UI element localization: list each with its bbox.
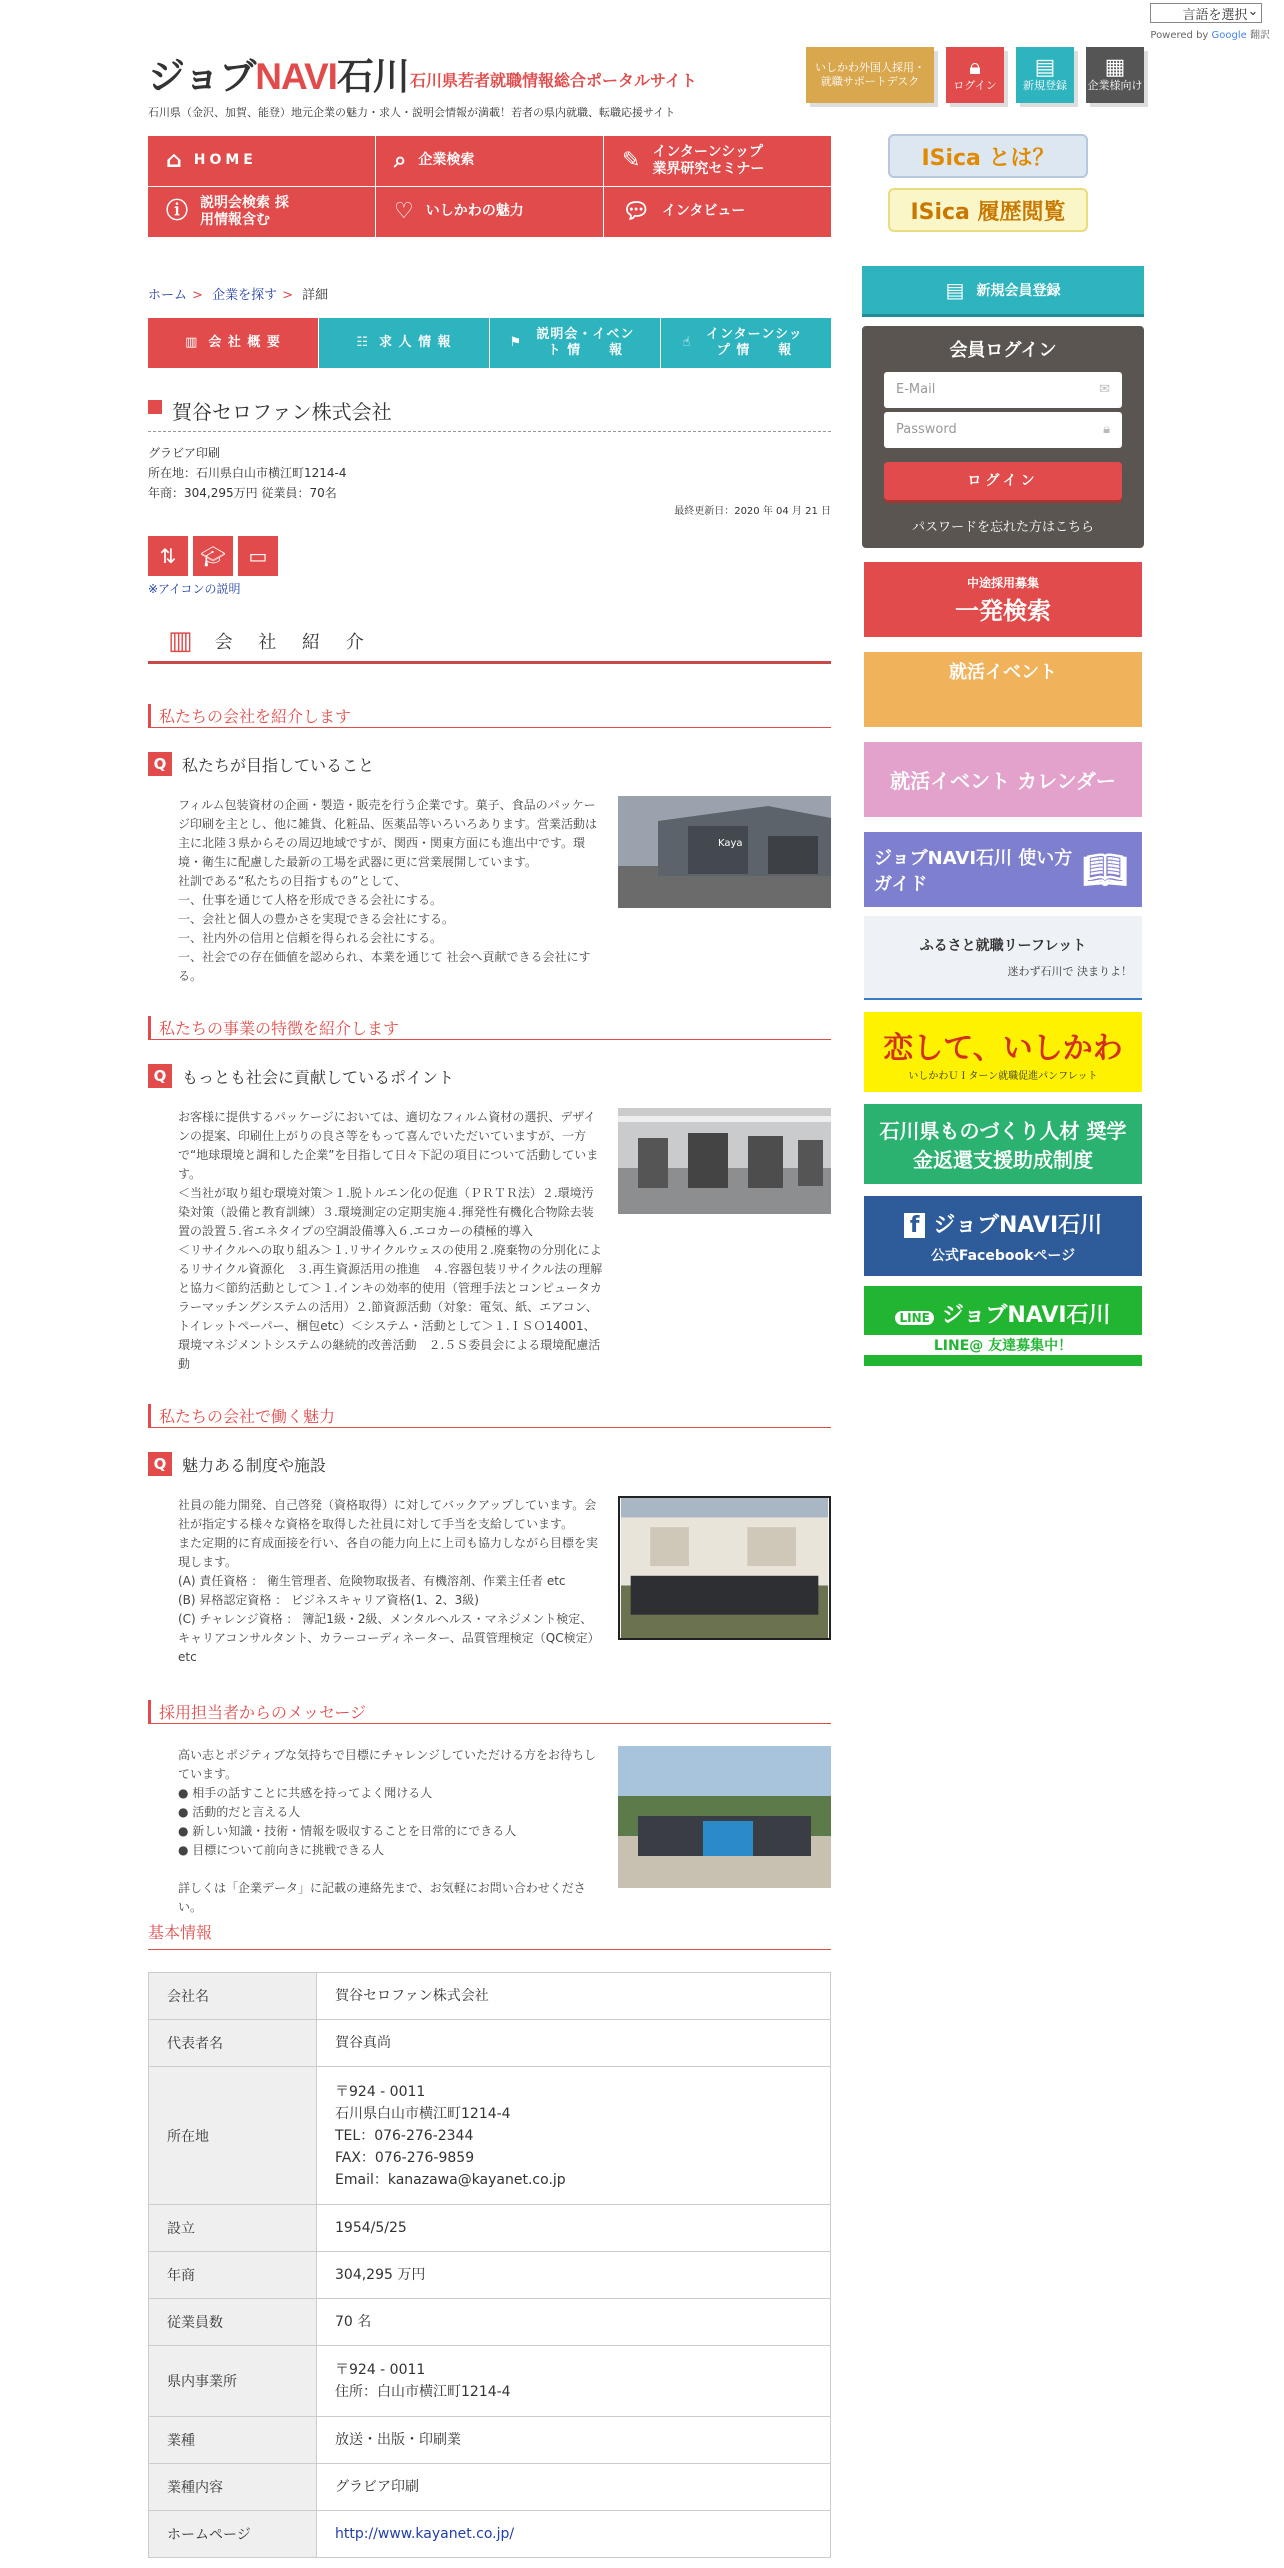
table-row: 年商 304,295 万円	[149, 2252, 831, 2299]
table-row: 所在地 〒924 - 0011 石川県白山市横江町1214-4 TEL：076-276-2344 FAX：076-276-9859 Email：kanazawa@kayanet.co.jp	[149, 2067, 831, 2205]
banner-facebook[interactable]: f ジョブNAVI石川 公式Facebookページ	[864, 1196, 1142, 1276]
login-title: 会員ログイン	[949, 340, 1057, 361]
banner-user-guide[interactable]: ジョブNAVI石川 使い方ガイド 📖︎	[864, 832, 1142, 907]
section-text: 社員の能力開発、自己啓発（資格取得）に対してバックアップしています。会社が指定する様々な資格を取得した社員に対して手当を支給しています。 また定期的に育成面接を行い、各自の能力向上に上司も協力しながら目標を実現します。 (A) 責任資格 ： 衛生管理者、危険物取扱者、有機溶剤、作業主任者 etc (B) 昇格認定資格 ： ビジネスキャリア資格(1、2、3級) (C) チャレンジ資格 ： 簿記1級・2級、メンタルヘルス・マネジメント検定、キャリアコンサルタント、カラーコーディネーター、品質管理検定（QC検定）etc	[178, 1498, 600, 1664]
login-panel	[862, 326, 1144, 548]
group-photo	[618, 1496, 831, 1640]
tab-jobs[interactable]: ☷ 求 人 情 報	[319, 318, 489, 368]
table-row: 従業員数 70 名	[149, 2299, 831, 2346]
login-submit-button[interactable]: ログイン	[884, 462, 1122, 500]
graduate-icon: 🎓︎	[193, 536, 233, 576]
company-name: 賀谷セロファン株式会社	[148, 396, 831, 432]
corporate-button[interactable]: ▦ 企業様向け	[1086, 47, 1144, 103]
building-icon: ▦	[1104, 54, 1126, 80]
password-field[interactable]: Password 🔒︎	[884, 412, 1122, 448]
nav-home[interactable]: ⌂ HOME	[148, 136, 375, 186]
breadcrumb-current: 詳細	[302, 288, 329, 303]
company-tabs	[148, 318, 831, 368]
search-icon: ⌕	[394, 148, 407, 174]
nav-ishikawa-charm[interactable]: ♡ いしかわの魅力	[376, 187, 603, 237]
breadcrumb: ホーム > 企業を探す > 詳細	[148, 288, 329, 303]
q-icon: Q	[148, 1452, 172, 1476]
lock-icon: 🔒︎	[1103, 422, 1110, 437]
building-icon: ▥	[168, 625, 193, 656]
banner-line[interactable]: LINE ジョブNAVI石川 LINE@ 友達募集中！	[864, 1286, 1142, 1366]
banner-hometown-leaflet[interactable]: ふるさと就職リーフレット 迷わず石川で 決まりよ！	[864, 916, 1142, 1000]
edit-icon: ✎	[622, 148, 641, 174]
section-heading: 私たちの会社で働く魅力	[148, 1404, 831, 1428]
hand-icon: ☝	[682, 335, 692, 351]
powered-by: Powered by Google 翻訳	[1150, 30, 1270, 41]
section-text: フィルム包装資材の企画・製造・販売を行う企業です。菓子、食品のパッケージ印刷を主とし、他に雑貨、化粧品、医薬品等いろいろあります。営業活動は主に北陸３県からその周辺地域ですが、関西・関東方面にも進出中です。環境・衛生に配慮した最新の工場を武器に更に営業展開しています。 社訓である“私たちの目指すもの”として、 一、仕事を通じて人格を形成できる会社にする。 一、会社と個人の豊かさを実現できる会社にする。 一、社内外の信用と信頼を得られる会社にする。 一、社会での存在価値を認められ、本業を通じて 社会へ貢献できる会社にする。	[178, 798, 598, 983]
table-row: 県内事業所 〒924 - 0011 住所：白山市横江町1214-4	[149, 2346, 831, 2417]
company-intro-heading: ▥ 会 社 紹 介	[148, 620, 831, 664]
home-icon: ⌂	[166, 148, 182, 174]
uturn-icon: ⇅	[148, 536, 188, 576]
banner-koishite-ishikawa[interactable]: 恋して、いしかわ いしかわＵＩターン就職促進パンフレット	[864, 1012, 1142, 1092]
table-row: 会社名 賀谷セロファン株式会社	[149, 1973, 831, 2020]
icon-legend-link[interactable]: ※アイコンの説明	[148, 582, 241, 596]
q-icon: Q	[148, 752, 172, 776]
id-card-icon: ▤	[945, 278, 965, 302]
section-heading: 採用担当者からのメッセージ	[148, 1700, 831, 1724]
facebook-icon: f	[904, 1213, 926, 1238]
svg-text:Kaya: Kaya	[718, 838, 743, 849]
info-icon: ⓘ	[166, 199, 189, 225]
question-heading: Q もっとも社会に貢献しているポイント	[148, 1064, 454, 1088]
nav-internship[interactable]: ✎ インターンシップ 業界研究セミナー	[604, 136, 831, 186]
heart-icon: ♡	[394, 199, 414, 225]
question-heading: Q 私たちが目指していること	[148, 752, 374, 776]
site-subtagline: 石川県（金沢、加賀、能登）地元企業の魅力・求人・説明会情報が満載！若者の県内就職、転職応援サイト	[148, 106, 676, 119]
homepage-link[interactable]: http://www.kayanet.co.jp/	[335, 2526, 515, 2542]
table-row: 代表者名 賀谷真尚	[149, 2020, 831, 2067]
forgot-password-link[interactable]: パスワードを忘れた方はこちら	[911, 520, 1094, 535]
lock-icon: 🔒︎	[969, 54, 981, 80]
site-logo[interactable]: ジョブNAVI石川	[148, 56, 409, 97]
table-row: 業種 放送・出版・印刷業	[149, 2417, 831, 2464]
new-member-button[interactable]: ▤ 新規会員登録	[862, 266, 1144, 314]
foreign-support-button[interactable]: いしかわ外国人採用・就職サポートデスク	[806, 47, 934, 103]
chevron-down-icon: ⌄	[1247, 4, 1259, 19]
flag-icon: ⚑	[509, 335, 523, 351]
table-row: ホームページ http://www.kayanet.co.jp/	[149, 2511, 831, 2558]
chat-icon: 💬︎	[622, 199, 650, 225]
language-select[interactable]: 言語を選択 ⌄	[1150, 3, 1262, 23]
banner-mid-career-search[interactable]: 中途採用募集 一発検索	[864, 562, 1142, 637]
login-button[interactable]: 🔒︎ ログイン	[946, 47, 1004, 103]
feature-icons	[148, 536, 278, 576]
nav-company-search[interactable]: ⌕ 企業検索	[376, 136, 603, 186]
nav-interview[interactable]: 💬︎ インタビュー	[604, 187, 831, 237]
book-icon: 📖︎	[1082, 849, 1128, 891]
list-icon: ☷	[356, 335, 370, 351]
line-icon: LINE	[895, 1311, 933, 1325]
basic-info-table	[148, 1972, 831, 2558]
q-icon: Q	[148, 1064, 172, 1088]
tab-events[interactable]: ⚑ 説明会・イベント 情 報	[490, 318, 660, 368]
building-icon: ▥	[185, 335, 199, 351]
isica-history-button[interactable]: ISica 履歴閲覧	[888, 188, 1088, 232]
nav-seminar-search[interactable]: ⓘ 説明会検索 採用情報含む	[148, 187, 375, 237]
translate-bar	[1150, 3, 1270, 41]
tab-internship[interactable]: ☝ インターンシップ 情 報	[661, 318, 831, 368]
register-button[interactable]: ▤ 新規登録	[1016, 47, 1074, 103]
banner-scholarship[interactable]: 石川県ものづくり人材 奨学金返還支援助成制度	[864, 1104, 1142, 1184]
basic-info-heading: 基本情報	[148, 1920, 831, 1950]
section-heading: 私たちの会社を紹介します	[148, 704, 831, 728]
section-heading: 私たちの事業の特徴を紹介します	[148, 1016, 831, 1040]
section-text: お客様に提供するパッケージにおいては、適切なフィルム資材の選択、デザインの提案、印刷仕上がりの良さ等をもって喜んでいただいていますが、一方で“地球環境と調和した企業”を目指して日々下記の項目について活動しています。 ＜当社が取り組む環境対策＞１.脱トルエン化の促進（ＰＲＴＲ法）２.環境汚染対策（設備と教育訓練）３.環境測定の定期実施４.揮発性有機化合物除去装置の設置５.省エネタイプの空調設備導入６.エコカーの積極的導入 ＜リサイクルへの取り組み＞１.リサイクルウェスの使用２.廃棄物の分別化によるリサイクル資源化 ３.再生資源活用の推進 ４.容器包装リサイクル法の理解と協力＜節約活動として＞１.インキの効率的使用（管理手法とコンピュータカラーマッチングシステムの活用）２.節資源活動（対象：電気、紙、エアコン、トイレットペーパー、梱包etc）＜システム・活動として＞１.ＩＳＯ14001、環境マネジメントシステムの継続的改善活動 ２.５Ｓ委員会による環境配慮活動	[178, 1110, 603, 1371]
banner-job-event[interactable]: 就活イベント	[864, 652, 1142, 727]
id-card-icon: ▤	[1034, 54, 1056, 80]
last-updated: 最終更新日：2020 年 04 月 21 日	[674, 506, 831, 517]
breadcrumb-search[interactable]: 企業を探す	[212, 288, 278, 303]
table-row: 設立 1954/5/25	[149, 2205, 831, 2252]
breadcrumb-home[interactable]: ホーム	[148, 288, 188, 303]
global-nav	[148, 136, 831, 237]
tab-overview[interactable]: ▥ 会 社 概 要	[148, 318, 318, 368]
table-row: 業種内容 グラビア印刷	[149, 2464, 831, 2511]
question-heading: Q 魅力ある制度や施設	[148, 1452, 326, 1476]
card-icon: ▭	[238, 536, 278, 576]
company-summary: グラビア印刷 所在地：石川県白山市横江町1214-4 年商：304,295万円 従業員：70名	[148, 446, 347, 500]
factory-photo	[618, 796, 831, 908]
section-text: 高い志とポジティブな気持ちで目標にチャレンジしていただける方をお待ちしています。 ● 相手の話すことに共感を持ってよく聞ける人 ● 活動的だと言える人 ● 新しい知識・技術・情報を吸収することを日常的にできる人 ● 目標について前向きに挑戦できる人 詳しくは「企業データ」に記載の連絡先まで、お気軽にお問い合わせください。	[178, 1748, 596, 1914]
factory-floor-photo	[618, 1108, 831, 1214]
mail-icon: ✉	[1099, 382, 1110, 397]
staff-photo	[618, 1746, 831, 1888]
email-field[interactable]: E-Mail ✉	[884, 372, 1122, 408]
site-tagline: 石川県若者就職情報総合ポータルサイト	[410, 71, 697, 90]
banner-event-calendar[interactable]: 就活イベント カレンダー	[864, 742, 1142, 817]
isica-about-button[interactable]: ISica とは？	[888, 134, 1088, 178]
translate-link[interactable]: 翻訳	[1250, 30, 1270, 41]
